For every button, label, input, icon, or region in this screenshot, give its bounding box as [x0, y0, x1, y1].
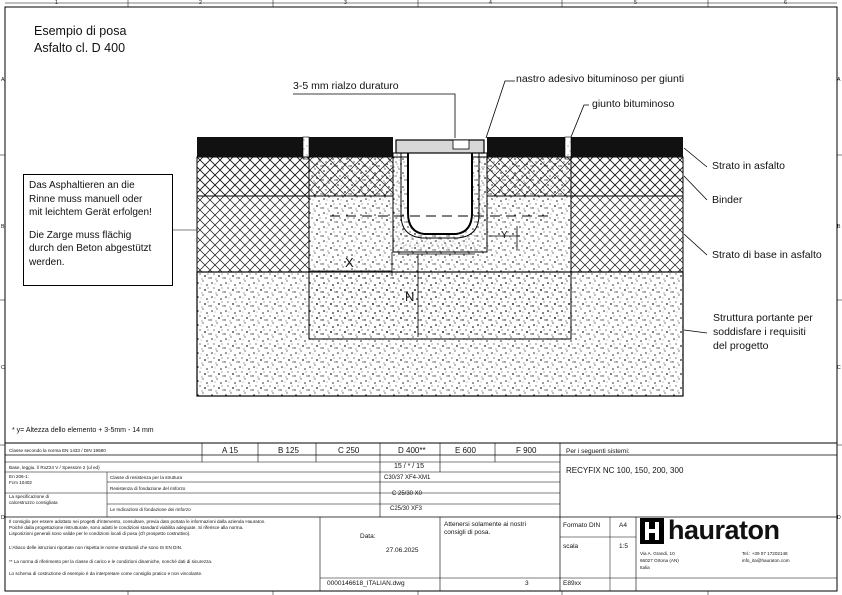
phone: Tel.: +39 07 17202148 [742, 551, 788, 556]
row-letter-c-right: C [837, 365, 841, 371]
label-nastro: nastro adesivo bituminoso per giunti [516, 73, 685, 85]
row-letter-d: D [1, 515, 5, 521]
footnote: * y= Altezza dello elemento + 3-5mm - 14 mm [12, 427, 154, 434]
note-line4: Die Zarge muss flächig [29, 229, 132, 241]
asphalt-surface-left-2 [309, 137, 393, 157]
label-struttura-line1: Struttura portante per [713, 312, 813, 324]
label-strato-asfalto: Strato in asfalto [712, 160, 785, 172]
row-letter-d-right: D [837, 515, 841, 521]
label-struttura-line3: del progetto [713, 340, 769, 352]
label-giunto: giunto bituminoso [592, 98, 675, 110]
col-number-4: 4 [489, 0, 492, 6]
row-letter-c: C [1, 365, 5, 371]
date-label: Data: [360, 533, 376, 540]
row4-value: C25/30 XF3 [390, 506, 423, 512]
class-header: Classe secondo la norma EN 1433 / DIN 19580 [9, 448, 106, 453]
row-letter-b: B [1, 224, 5, 230]
col-number-5: 5 [634, 0, 637, 6]
note-line2: Rinne muss manuell oder [29, 193, 143, 205]
brand-name: hauraton [668, 515, 780, 545]
row3-value: C 25/30 X0 [392, 491, 423, 497]
systems-label: Per i seguenti sistemi: [566, 448, 630, 455]
asphalt-surface-right-2 [571, 137, 683, 157]
left-small-1: En 206-1: [9, 474, 29, 479]
hauraton-logo-icon [640, 518, 664, 544]
col-number-2: 2 [199, 0, 202, 6]
installation-note [23, 174, 173, 286]
legal-line1: Il consiglio per essere adottato nei progetti d'intervento, consultare, previa dato portata le informazioni dalla azienda Hauraton. [9, 519, 266, 524]
legal-line6: Lo schema di costruzione di esempio è da interpretare come consiglio pratico e non vincolante. [9, 571, 203, 576]
left-mid-2: calcestruzzo consigliata [9, 500, 58, 505]
label-rialzo: 3-5 mm rialzo duraturo [293, 80, 399, 92]
row-letter-a: A [1, 77, 5, 83]
address-line1: Via A. Grandi, 10 [640, 551, 675, 556]
row-letter-a-right: A [837, 77, 841, 83]
class-f900: F 900 [516, 446, 537, 455]
col-number-1: 1 [55, 0, 58, 6]
col-number-3: 3 [344, 0, 347, 6]
class-c250: C 250 [338, 446, 360, 455]
class-b125: B 125 [278, 446, 299, 455]
row-base-label: Base, leggiu. l/ RxZ24 V / Spessore 2 (ul ed) [9, 465, 100, 470]
systems-value: RECYFIX NC 100, 150, 200, 300 [566, 466, 684, 475]
email: info_ita@hauraton.com [742, 558, 790, 563]
legal-line4: L'Abaco delle istruzioni riportate non rispetta le norme strutturali che sono IS EN DIN. [9, 545, 183, 550]
base-asphalt-layer-right [571, 196, 683, 272]
drawing-code: E89xx [563, 580, 582, 587]
class-e600: E 600 [455, 446, 476, 455]
scale-value: 1:5 [619, 543, 629, 550]
scale-label: scala [563, 543, 579, 550]
legal-line5: ** La norma di riferimento per la classe di carico e le condizioni dinamiche, nonché dati di sicurezza. [9, 559, 213, 564]
row2-value: C30/37 XF4-XM1 [384, 475, 431, 481]
base-asphalt-layer-left [197, 196, 309, 272]
note-line3: mit leichtem Gerät erfolgen! [29, 207, 152, 218]
legal-line2: Poiché dalla progettazione ristrutturate, sono adatti le condizioni standard viabilita adeguate. Si riferisce alla norma. [9, 525, 244, 530]
legal-line3: Lisposizioni generali sono valide per le condizioni locali di posa (cfr prospetto costruttivo). [9, 531, 191, 536]
class-d400: D 400** [398, 446, 426, 455]
drawing-number: 0000146618_ITALIAN.dwg [327, 580, 405, 587]
address-line3: Italia [640, 565, 650, 570]
note-line1: Das Asphaltieren an die [29, 180, 135, 191]
asphalt-surface-left-1 [197, 137, 303, 157]
label-binder: Binder [712, 194, 743, 206]
dimension-n: N [405, 289, 415, 304]
sheet-number: 3 [525, 580, 529, 587]
format-label: Formato DIN [563, 522, 601, 529]
drawing-title-line2: Asfalto cl. D 400 [34, 41, 126, 55]
address-line2: 66027 Ortona (AN) [640, 558, 679, 563]
format-value: A4 [619, 522, 627, 529]
attention-line1: Attenersi solamente ai nostri [444, 521, 527, 528]
row-letter-b-right: B [837, 224, 841, 230]
row3-label: Resistenza di fondazione del rinforzo [110, 486, 186, 491]
date-value: 27.06.2025 [386, 547, 419, 554]
note-line5: durch den Beton abgestützt [29, 243, 152, 254]
row-base-value: 15 / * / 15 [394, 463, 424, 470]
channel-inner [408, 153, 472, 234]
left-small-2: Fcm 10402 [9, 480, 32, 485]
asphalt-surface-right-1 [487, 137, 565, 157]
note-line6: werden. [29, 256, 65, 268]
dimension-x: X [345, 255, 354, 270]
col-number-6: 6 [784, 0, 787, 6]
left-mid-1: La specificazione di [9, 494, 50, 499]
grating [396, 140, 484, 153]
dimension-y: Y [501, 230, 508, 241]
row2-label: Classe di resistenza per la struttura [110, 475, 182, 480]
label-struttura-line2: soddisfare i requisiti [713, 326, 806, 338]
class-a15: A 15 [222, 446, 239, 455]
label-strato-base: Strato di base in asfalto [712, 249, 822, 261]
row4-label: Le Indicazioni di fondazione dei rinforzo [110, 507, 191, 512]
drawing-title-line1: Esempio di posa [34, 24, 127, 38]
attention-line2: consigli di posa. [444, 529, 491, 536]
